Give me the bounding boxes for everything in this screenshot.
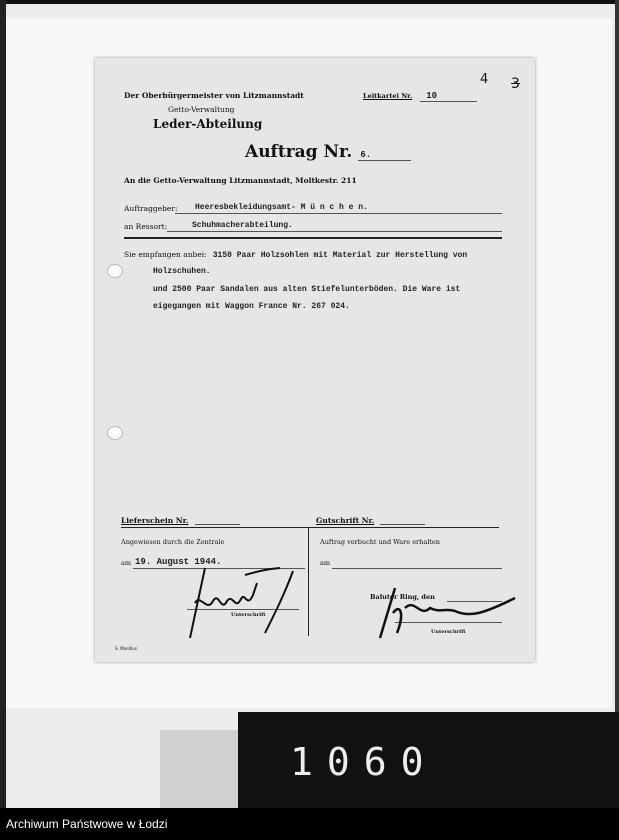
frame-number: 1060 <box>290 740 438 784</box>
body-first-row <box>124 250 467 260</box>
address-line: An die Getto-Verwaltung Litzmannstadt, Moltkestr. 211 <box>124 176 357 185</box>
right-place: Baluter Ring, den <box>370 593 435 601</box>
right-signature-label: Unterschrift <box>431 629 466 635</box>
left-heading: Angewiesen durch die Zentrale <box>121 538 225 546</box>
right-signature <box>375 583 525 643</box>
body-line: eigegangen mit Waggon France Nr. 267 024. <box>153 302 350 311</box>
left-date-prefix: am <box>121 559 132 567</box>
division: Getto-Verwaltung <box>168 105 235 114</box>
archive-name: Archiwum Państwowe w Łodzi <box>6 817 168 831</box>
body-line: 3150 Paar Holzsohlen mit Material zur Herstellung von <box>212 251 468 260</box>
film-frame-top <box>0 0 619 4</box>
divider <box>124 237 502 239</box>
order-title-label: Auftrag Nr. <box>245 142 353 162</box>
form-column-divider <box>308 528 309 636</box>
form-divider <box>121 527 499 528</box>
body-line: Holzschuhen. <box>153 267 211 276</box>
left-date: 19. August 1944. <box>135 557 222 567</box>
department: Leder-Abteilung <box>153 117 263 131</box>
punch-hole <box>107 426 123 440</box>
auftraggeber-label: Auftraggeber: <box>124 204 178 213</box>
right-heading: Auftrag verbucht und Ware erhalten <box>320 538 440 546</box>
archive-footer <box>0 808 619 840</box>
punch-hole <box>107 264 123 278</box>
lieferschein-label: Lieferschein Nr. <box>121 516 189 525</box>
leitkartei-row <box>363 91 477 102</box>
leitkartei-value: 10 <box>420 91 477 102</box>
order-number: 6. <box>358 150 411 161</box>
order-title <box>245 142 411 162</box>
body-label: Sie empfangen anbei: <box>124 250 207 259</box>
printer-mark: S. Manitius <box>115 646 137 651</box>
right-date-prefix: am <box>320 559 331 567</box>
left-signature <box>185 563 305 643</box>
handwritten-number-struck: 3 <box>511 76 520 92</box>
gutschrift-label: Gutschrift Nr. <box>316 516 375 525</box>
film-frame-right <box>615 0 619 720</box>
ressort-label: an Ressort: <box>124 222 168 231</box>
issuer: Der Oberbürgermeister von Litzmannstadt <box>124 91 304 100</box>
document-page <box>95 58 535 662</box>
left-signature-label: Unterschrift <box>231 612 266 618</box>
handwritten-number: 4 <box>480 72 489 87</box>
auftraggeber-value: Heeresbekleidungsamt- M ü n c h e n. <box>195 203 368 212</box>
ressort-value: Schuhmacherabteilung. <box>192 221 293 230</box>
film-shadow <box>160 730 240 808</box>
leitkartei-label: Leitkartei Nr. <box>363 92 413 100</box>
body-line: und 2500 Paar Sandalen aus alten Stiefelunterböden. Die Ware ist <box>153 285 461 294</box>
